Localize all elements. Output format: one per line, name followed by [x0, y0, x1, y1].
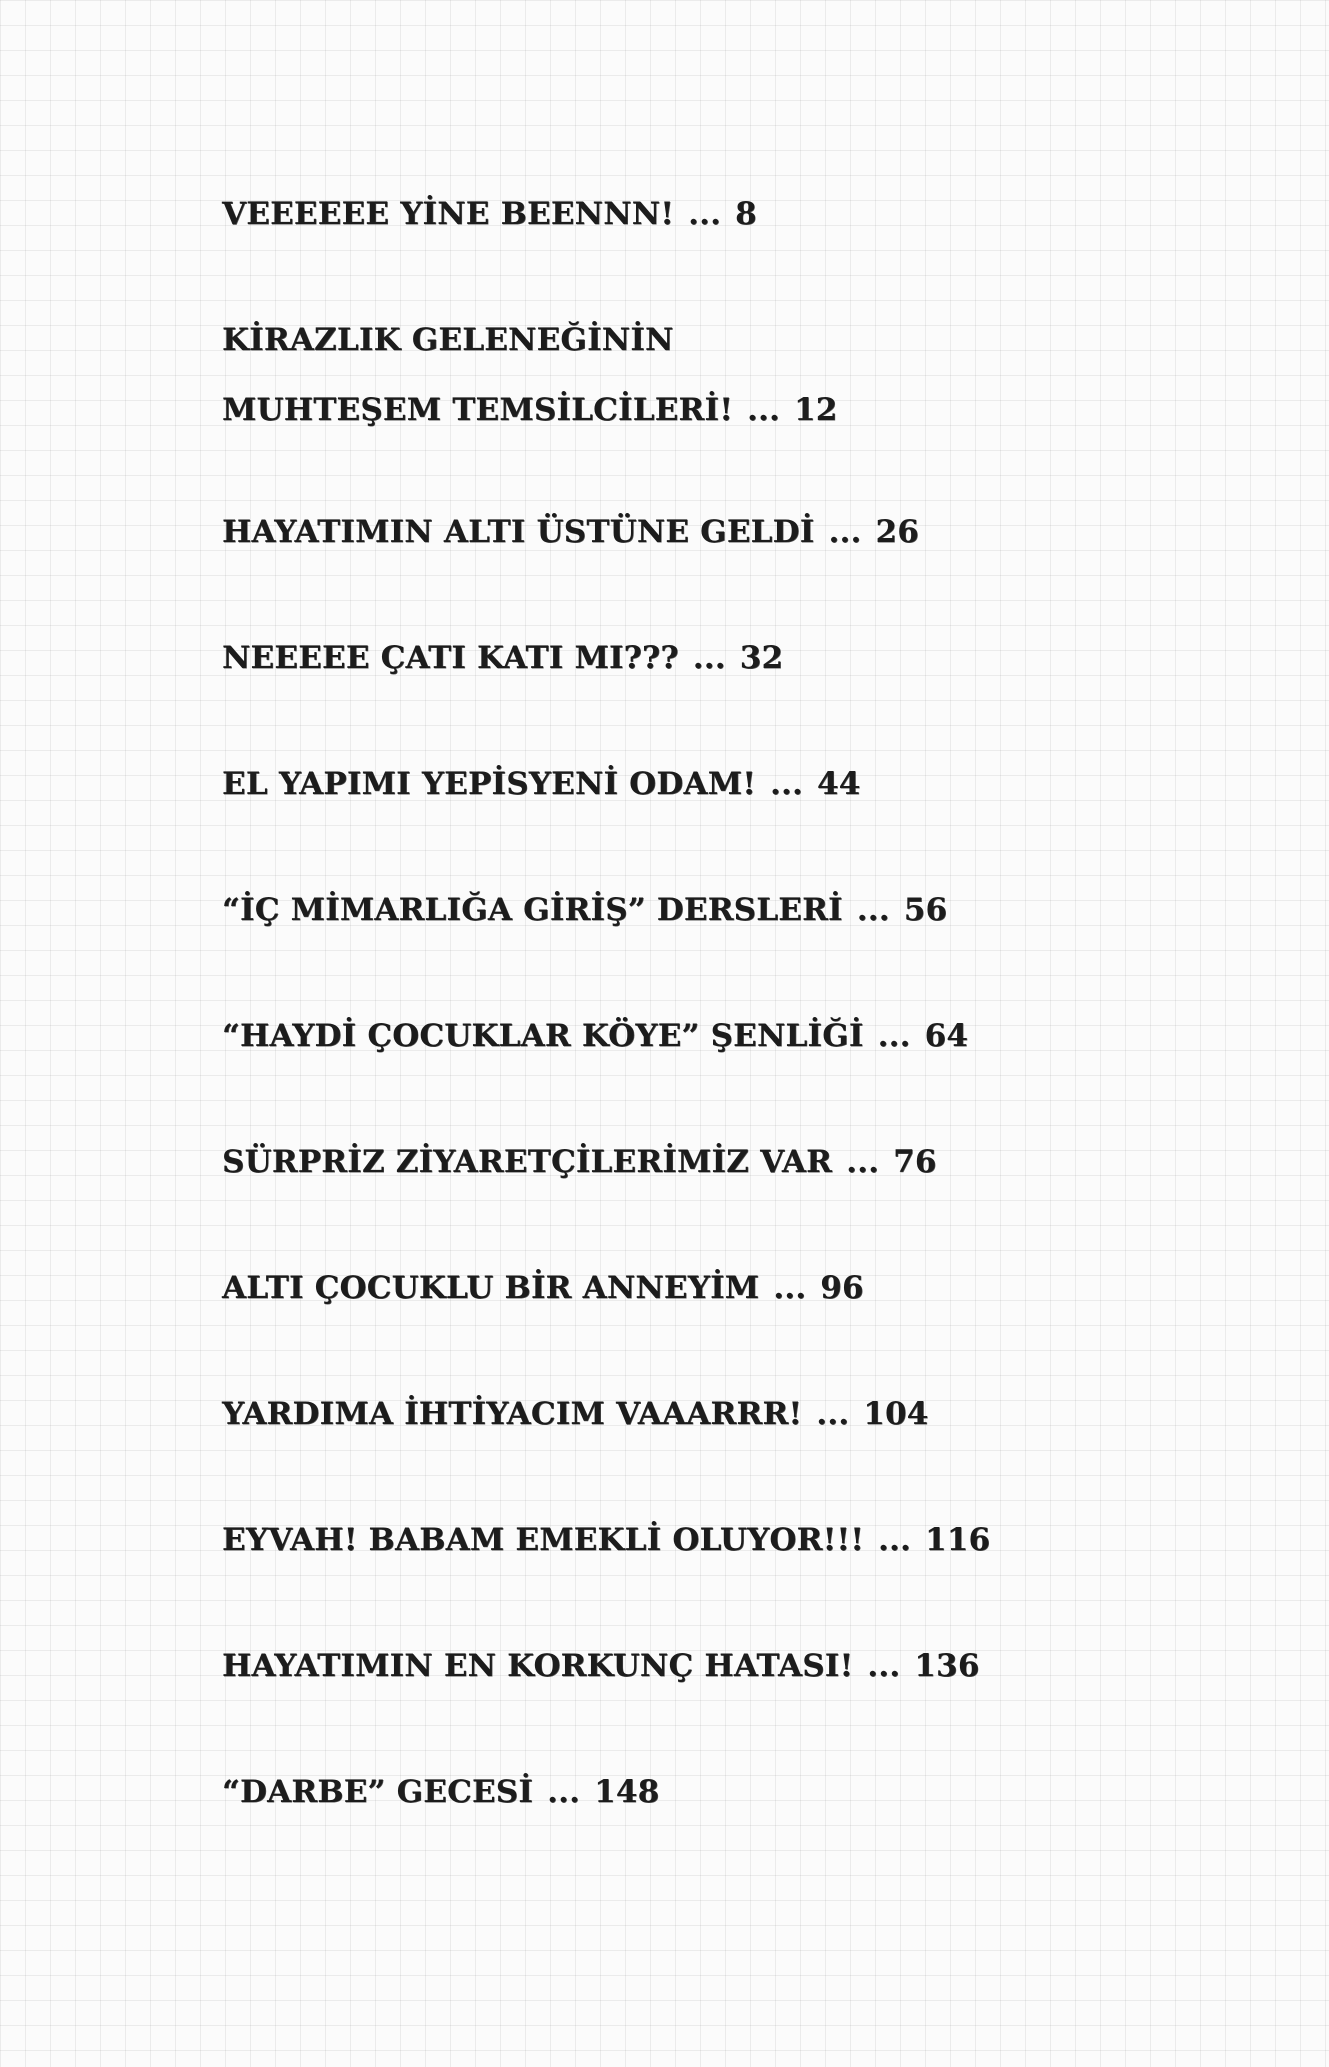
toc-entry — [222, 762, 861, 806]
toc-page-number: 12 — [794, 392, 838, 428]
toc-entry-title-line: KİRAZLIK GELENEĞİNİN — [222, 322, 674, 358]
toc-entry-title — [222, 636, 783, 680]
toc-entry-title — [222, 388, 838, 432]
toc-page-number: 148 — [594, 1774, 660, 1810]
toc-separator: ... — [828, 514, 862, 550]
toc-entry-title-text: “İÇ MİMARLIĞA GİRİŞ” DERSLERİ — [222, 892, 843, 928]
toc-entry — [222, 1266, 864, 1310]
toc-entry-title-text: “DARBE” GECESİ — [222, 1774, 534, 1810]
toc-entry-title-text: EL YAPIMI YEPİSYENİ ODAM! — [222, 766, 757, 802]
toc-entry — [222, 636, 783, 680]
toc-entry — [222, 192, 757, 236]
toc-entry-title — [222, 762, 861, 806]
toc-entry — [222, 888, 947, 932]
toc-page-number: 56 — [903, 892, 948, 928]
toc-page-number: 44 — [817, 766, 861, 802]
toc-entry — [222, 1014, 968, 1058]
toc-entry — [222, 1140, 937, 1184]
toc-separator: ... — [688, 196, 722, 232]
toc-separator: ... — [878, 1522, 912, 1558]
toc-entry-title-text: VEEEEEE YİNE BEENNN! — [222, 196, 675, 232]
toc-page-number: 32 — [739, 640, 784, 676]
toc-entry-title — [222, 1014, 968, 1058]
toc-entry — [222, 1392, 929, 1436]
toc-entry-title — [222, 1140, 937, 1184]
toc-entry-title — [222, 1518, 990, 1562]
toc-entry-title-text: NEEEEE ÇATI KATI MI??? — [222, 640, 679, 676]
toc-separator: ... — [773, 1270, 807, 1306]
toc-entry-title-text: HAYATIMIN EN KORKUNÇ HATASI! — [222, 1648, 854, 1684]
toc-entry-title-text: SÜRPRİZ ZİYARETÇİLERİMİZ VAR — [222, 1144, 833, 1180]
toc-page-number: 104 — [863, 1396, 929, 1432]
toc-page-number: 8 — [735, 196, 757, 232]
toc-page-number: 64 — [924, 1018, 969, 1054]
toc-separator: ... — [856, 892, 890, 928]
toc-entry — [222, 1770, 659, 1814]
toc-separator: ... — [877, 1018, 911, 1054]
toc-page-number: 76 — [893, 1144, 937, 1180]
toc-entry — [222, 1644, 980, 1688]
toc-page-number: 26 — [875, 514, 919, 550]
toc-separator: ... — [867, 1648, 901, 1684]
toc-separator: ... — [846, 1144, 880, 1180]
toc-entry-title — [222, 192, 757, 236]
toc-entry-title-text: EYVAH! BABAM EMEKLİ OLUYOR!!! — [222, 1522, 865, 1558]
toc-entry-title — [222, 510, 919, 554]
toc-entry-title — [222, 1392, 929, 1436]
toc-entry — [222, 1518, 990, 1562]
toc-entry-title — [222, 1644, 980, 1688]
toc-entry-title-text: YARDIMA İHTİYACIM VAAARRR! — [222, 1396, 803, 1432]
toc-entry — [222, 510, 919, 554]
toc-separator: ... — [816, 1396, 850, 1432]
toc-entry-title-text: HAYATIMIN ALTI ÜSTÜNE GELDİ — [222, 514, 815, 550]
toc-entry-title-text: “HAYDİ ÇOCUKLAR KÖYE” ŞENLİĞİ — [222, 1018, 864, 1054]
toc-entry-title-text: ALTI ÇOCUKLU BİR ANNEYİM — [222, 1270, 760, 1306]
toc-separator: ... — [547, 1774, 581, 1810]
toc-page-number: 116 — [925, 1522, 991, 1558]
toc-page-number: 96 — [820, 1270, 864, 1306]
toc-entry — [222, 318, 838, 432]
toc-separator: ... — [692, 640, 726, 676]
toc-entry-title — [222, 888, 947, 932]
toc-separator: ... — [747, 392, 781, 428]
toc-separator: ... — [770, 766, 804, 802]
toc-entry-title-text: MUHTEŞEM TEMSİLCİLERİ! — [222, 392, 734, 428]
toc-page-number: 136 — [914, 1648, 980, 1684]
toc-entry-title — [222, 1266, 864, 1310]
toc-entry-title — [222, 1770, 659, 1814]
